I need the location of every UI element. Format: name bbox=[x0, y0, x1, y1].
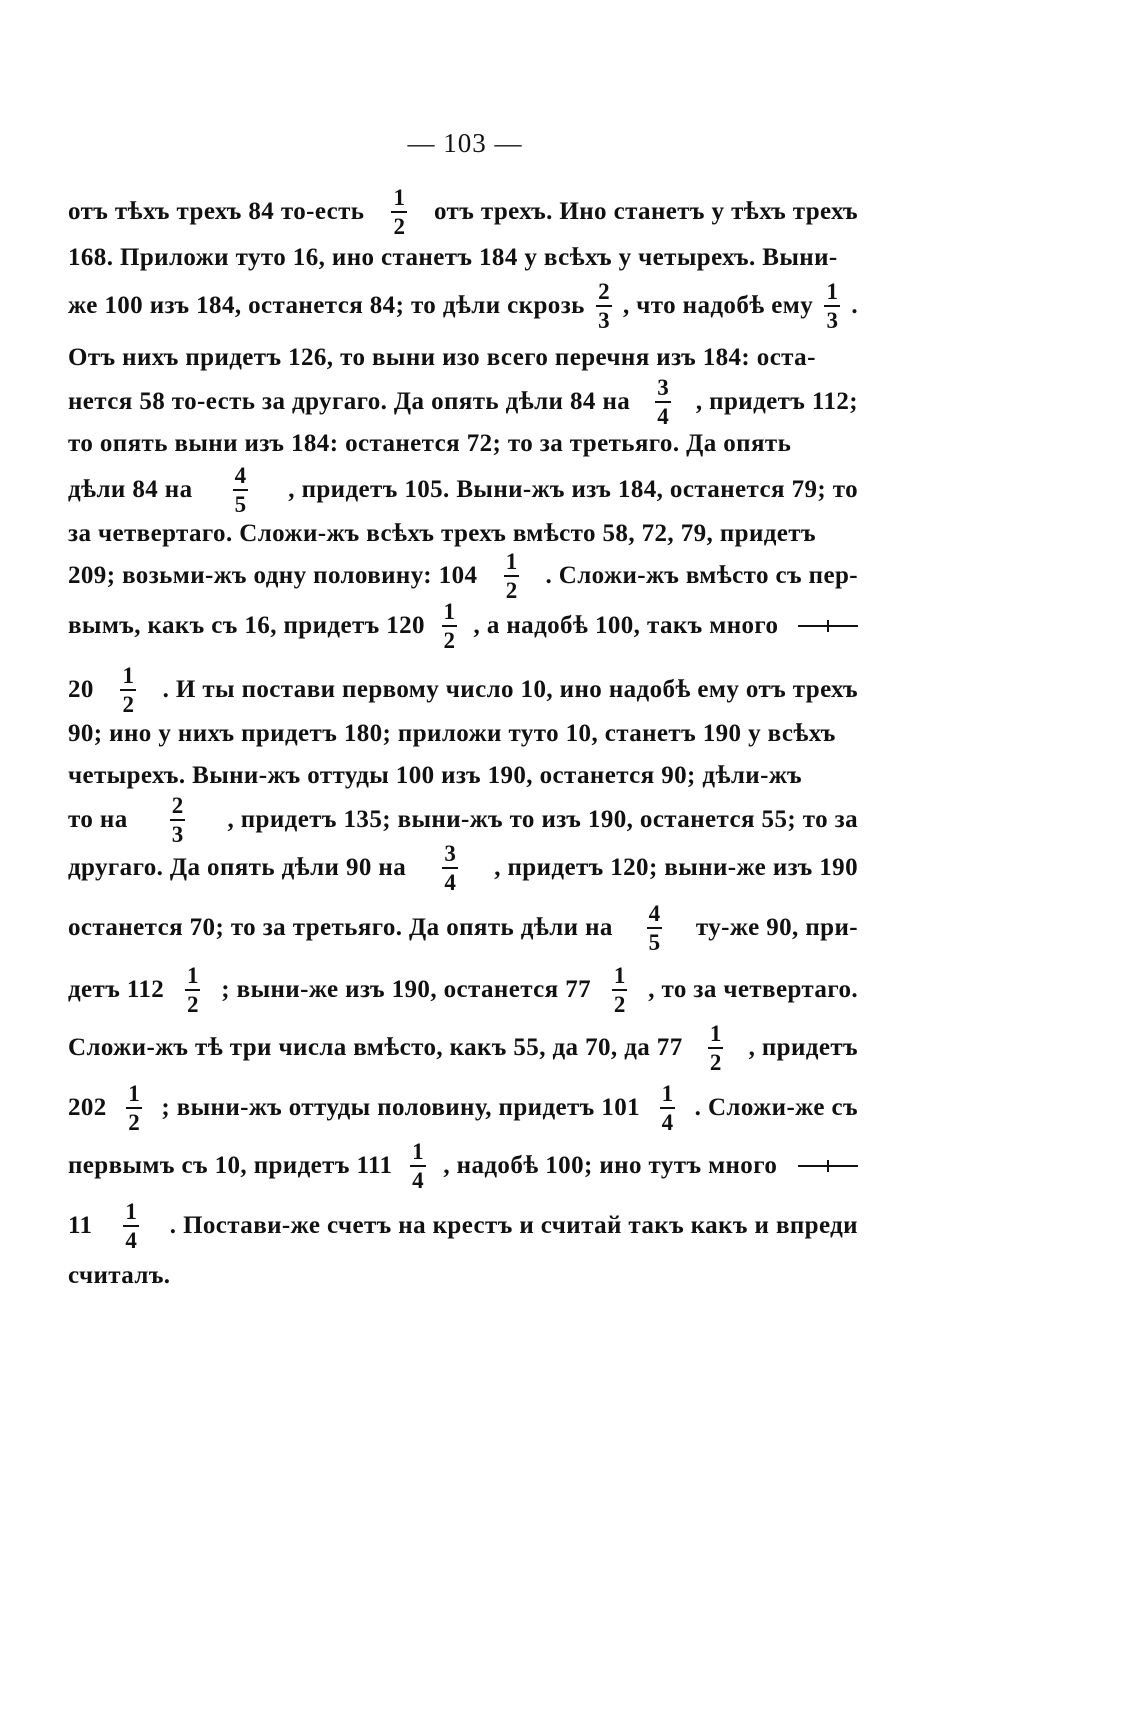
fraction-numerator: 1 bbox=[505, 549, 518, 574]
fraction-numerator: 2 bbox=[598, 279, 610, 304]
text-line bbox=[68, 900, 858, 956]
text-segment: отъ тѣхъ трехъ 84 то-есть bbox=[68, 198, 365, 225]
fraction-denominator: 2 bbox=[391, 211, 407, 238]
fraction-numerator: 1 bbox=[128, 1081, 140, 1106]
fraction bbox=[612, 964, 628, 1016]
text-line bbox=[68, 278, 858, 334]
text-line bbox=[68, 840, 858, 896]
fraction-denominator: 3 bbox=[170, 819, 186, 846]
text-segment: 11 bbox=[68, 1212, 93, 1239]
fraction-denominator: 4 bbox=[655, 401, 671, 428]
fraction-numerator: 1 bbox=[709, 1021, 722, 1046]
text-segment: , придетъ 120; выни-же изъ 190 bbox=[494, 854, 858, 881]
text-segment: . Сложи-жъ вмѣсто съ пер- bbox=[545, 562, 858, 589]
text-segment: то на bbox=[68, 806, 128, 833]
fraction bbox=[824, 280, 840, 332]
fraction-denominator: 2 bbox=[120, 689, 136, 716]
text-segment: дѣли 84 на bbox=[68, 476, 193, 503]
fraction-denominator: 4 bbox=[123, 1225, 139, 1252]
text-segment: , что надобѣ ему bbox=[622, 292, 814, 319]
fraction bbox=[126, 1082, 142, 1134]
text-segment: , придетъ bbox=[748, 1034, 858, 1061]
text-segment: 202 bbox=[68, 1094, 107, 1121]
text-segment: . Сложи-же съ bbox=[694, 1094, 858, 1121]
text-segment: то опять выни изъ 184: останется 72; то за третьяго. Да опять bbox=[68, 430, 792, 457]
fraction bbox=[442, 842, 458, 894]
fraction-denominator: 3 bbox=[596, 305, 612, 332]
cross-mark bbox=[798, 1156, 858, 1176]
text-segment: 168. Приложи туто 16, ино станетъ 184 у всѣхъ у четырехъ. Выни- bbox=[68, 244, 838, 271]
text-segment: , надобѣ 100; ино тутъ много bbox=[443, 1152, 778, 1179]
text-segment: четырехъ. Выни-жъ оттуды 100 изъ 190, останется 90; дѣли-жъ bbox=[68, 762, 802, 789]
fraction-numerator: 3 bbox=[657, 375, 669, 400]
text-segment: . Постави-же счетъ на крестъ и считай такъ какъ и впреди bbox=[169, 1212, 858, 1239]
cross-mark bbox=[798, 616, 858, 636]
fraction bbox=[647, 902, 663, 954]
text-line bbox=[68, 962, 858, 1018]
fraction-numerator: 1 bbox=[661, 1081, 674, 1106]
text-segment: 20 bbox=[68, 676, 94, 703]
fraction-denominator: 5 bbox=[233, 489, 249, 516]
fraction bbox=[185, 964, 201, 1016]
text-segment: другаго. Да опять дѣли 90 на bbox=[68, 854, 407, 881]
fraction bbox=[596, 280, 612, 332]
fraction bbox=[123, 1200, 139, 1252]
fraction-numerator: 1 bbox=[443, 599, 455, 624]
text-segment: останется 70; то за третьяго. Да опять дѣли на bbox=[68, 914, 613, 941]
fraction-denominator: 2 bbox=[612, 989, 628, 1016]
fraction-numerator: 3 bbox=[444, 841, 456, 866]
text-segment: же 100 изъ 184, останется 84; то дѣли скрозь bbox=[68, 292, 585, 319]
fraction-numerator: 1 bbox=[412, 1139, 424, 1164]
text-segment: Отъ нихъ придетъ 126, то выни изо всего перечня изъ 184: оста- bbox=[68, 344, 816, 371]
fraction bbox=[170, 794, 186, 846]
text-segment: , придетъ 135; выни-жъ то изъ 190, останется 55; то за bbox=[227, 806, 858, 833]
text-segment: , придетъ 112; bbox=[695, 388, 858, 415]
fraction-numerator: 4 bbox=[234, 463, 247, 488]
fraction bbox=[660, 1082, 676, 1134]
text-segment: считалъ. bbox=[68, 1262, 171, 1289]
fraction-denominator: 3 bbox=[824, 305, 840, 332]
text-line bbox=[68, 1080, 858, 1136]
fraction bbox=[708, 1022, 724, 1074]
text-segment: первымъ съ 10, придетъ 111 bbox=[68, 1152, 393, 1179]
text-line bbox=[68, 548, 858, 604]
text-segment: , придетъ 105. Выни-жъ изъ 184, останется 79; то bbox=[288, 476, 858, 503]
fraction-numerator: 1 bbox=[393, 185, 405, 210]
text-segment: ; выни-жъ оттуды половину, придетъ 101 bbox=[161, 1094, 640, 1121]
fraction-denominator: 4 bbox=[410, 1165, 426, 1192]
fraction-denominator: 4 bbox=[660, 1107, 676, 1134]
fraction-denominator: 5 bbox=[647, 927, 663, 954]
fraction-denominator: 2 bbox=[185, 989, 201, 1016]
text-line bbox=[68, 598, 858, 654]
fraction bbox=[442, 600, 458, 652]
fraction-numerator: 4 bbox=[648, 901, 661, 926]
fraction-denominator: 2 bbox=[708, 1047, 724, 1074]
text-segment: 90; ино у нихъ придетъ 180; приложи туто 10, станетъ 190 у всѣхъ bbox=[68, 720, 836, 747]
text-line bbox=[68, 1248, 858, 1304]
page-number: — 103 — bbox=[407, 128, 523, 158]
fraction-denominator: 4 bbox=[442, 867, 458, 894]
fraction bbox=[504, 550, 520, 602]
fraction-numerator: 2 bbox=[171, 793, 184, 818]
text-line bbox=[68, 1198, 858, 1254]
text-segment: Сложи-жъ тѣ три числа вмѣсто, какъ 55, да 70, да 77 bbox=[68, 1034, 683, 1061]
fraction-denominator: 2 bbox=[442, 625, 458, 652]
fraction-numerator: 1 bbox=[613, 963, 626, 988]
fraction-numerator: 1 bbox=[826, 279, 838, 304]
fraction-numerator: 1 bbox=[125, 1199, 137, 1224]
text-line bbox=[68, 1020, 858, 1076]
text-segment: вымъ, какъ съ 16, придетъ 120 bbox=[68, 612, 425, 639]
text-line bbox=[68, 1138, 858, 1194]
text-segment: . bbox=[851, 292, 858, 319]
fraction-numerator: 1 bbox=[186, 963, 199, 988]
text-segment: нется 58 то-есть за другаго. Да опять дѣли 84 на bbox=[68, 388, 631, 415]
text-segment: , а надобѣ 100, такъ много bbox=[473, 612, 779, 639]
fraction-denominator: 2 bbox=[504, 575, 520, 602]
text-segment: ; выни-же изъ 190, останется 77 bbox=[221, 976, 592, 1003]
fraction-denominator: 2 bbox=[126, 1107, 142, 1134]
fraction-numerator: 1 bbox=[122, 663, 134, 688]
text-segment: за четвертаго. Сложи-жъ всѣхъ трехъ вмѣсто 58, 72, 79, придетъ bbox=[68, 520, 816, 547]
text-segment: 209; возьми-жъ одну половину: 104 bbox=[68, 562, 478, 589]
text-segment: ту-же 90, при- bbox=[695, 914, 858, 941]
text-segment: . И ты постави первому число 10, ино надобѣ ему отъ трехъ bbox=[162, 676, 858, 703]
text-segment: детъ 112 bbox=[68, 976, 165, 1003]
fraction bbox=[410, 1140, 426, 1192]
text-segment: , то за четвертаго. bbox=[648, 976, 858, 1003]
text-segment: отъ трехъ. Ино станетъ у тѣхъ трехъ bbox=[433, 198, 858, 225]
